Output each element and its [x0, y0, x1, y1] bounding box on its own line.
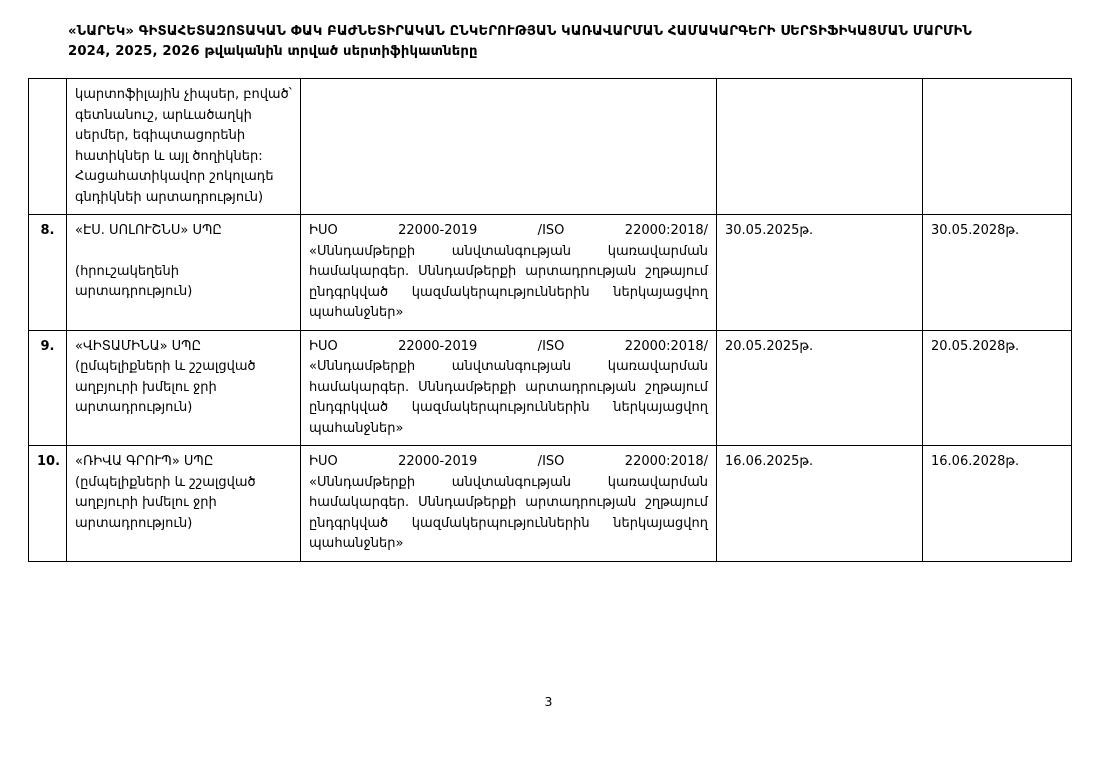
issue-date-cell — [717, 79, 923, 215]
spacer — [75, 242, 292, 262]
organization-cell — [67, 215, 301, 331]
table-row — [29, 330, 1072, 446]
organization-cell — [67, 330, 301, 446]
organization-name: «ՎԻՏԱՄԻՆԱ» ՍՊԸ — [75, 338, 202, 354]
expiry-date-cell: 20.05.2028թ. — [923, 330, 1072, 446]
table-row — [29, 215, 1072, 331]
certificates-table — [28, 78, 1072, 562]
standard-cell — [301, 215, 717, 331]
standard-code: ԻՍՕ 22000-2019 /ISO 22000:2018/ — [309, 454, 708, 469]
document-header — [68, 22, 1033, 62]
organization-activity: (ըմպելիքների և շշալցված աղբյուրի խմելու ջրի արտադրություն) — [75, 474, 256, 531]
table-row — [29, 79, 1072, 215]
standard-cell — [301, 79, 717, 215]
issue-date-cell: 20.05.2025թ. — [717, 330, 923, 446]
table-row — [29, 446, 1072, 562]
row-number-cell: 10. — [29, 446, 67, 562]
expiry-date-cell: 16.06.2028թ. — [923, 446, 1072, 562]
organization-name: «ՌԻՎԱ ԳՐՈՒՊ» ՍՊԸ — [75, 454, 214, 469]
issue-date-cell: 16.06.2025թ. — [717, 446, 923, 562]
standard-cell — [301, 330, 717, 446]
standard-title: «Սննդամթերքի անվտանգության կառավարման համակարգեր. Սննդամթերքի արտադրության շղթայում ընդգրկված կազմակերպություններին ներկայացվող պահանջներ» — [309, 243, 708, 320]
document-title-line-2: 2024, 2025, 2026 թվականին տրված սերտիֆիկատները — [68, 44, 478, 59]
standard-title: «Սննդամթերքի անվտանգության կառավարման համակարգեր. Սննդամթերքի արտադրության շղթայում ընդգրկված կազմակերպություններին ներկայացվող պահանջներ» — [309, 474, 708, 551]
organization-cell — [67, 446, 301, 562]
standard-title: «Սննդամթերքի անվտանգության կառավարման համակարգեր. Սննդամթերքի արտադրության շղթայում ընդգրկված կազմակերպություններին ներկայացվող պահանջներ» — [309, 359, 708, 436]
row-number-cell — [29, 79, 67, 215]
standard-code: ԻՍՕ 22000-2019 /ISO 22000:2018/ — [309, 338, 708, 354]
organization-activity: կարտոֆիլային չիպսեր, բոված՝ գետնանուշ, արևածաղկի սերմեր, եգիպտացորենի հատիկներ և այլ ծողիկներ: Հացահատիկավոր շոկոլադե գնդիկնեի արտադրություն) — [75, 87, 292, 205]
expiry-date-cell — [923, 79, 1072, 215]
row-number-cell: 9. — [29, 330, 67, 446]
expiry-date-cell: 30.05.2028թ. — [923, 215, 1072, 331]
organization-name: «ԷՍ. ՍՈԼՈՒՇՆՍ» ՍՊԸ — [75, 223, 222, 238]
standard-cell — [301, 446, 717, 562]
row-number-cell: 8. — [29, 215, 67, 331]
issue-date-cell: 30.05.2025թ. — [717, 215, 923, 331]
organization-activity: (հրուշակեղենի արտադրություն) — [75, 263, 193, 299]
document-title-line-1: «ՆԱՐԵԿ» ԳԻՏԱՀԵՏԱԶՈՏԱԿԱՆ ՓԱԿ ԲԱԺՆԵՏԻՐԱԿԱՆ ԸՆԿԵՐՈՒԹՅԱՆ ԿԱՌԱՎԱՐՄԱՆ ՀԱՄԱԿԱՐԳԵՐԻ ՍԵՐՏԻՖԻԿԱՑՄԱՆ ՄԱՐՄԻՆ — [68, 24, 972, 39]
page-number: 3 — [544, 694, 553, 709]
standard-code: ԻՍՕ 22000-2019 /ISO 22000:2018/ — [309, 223, 708, 238]
organization-cell — [67, 79, 301, 215]
organization-activity: (ըմպելիքների և շշալցված աղբյուրի խմելու ջրի արտադրություն) — [75, 359, 256, 415]
